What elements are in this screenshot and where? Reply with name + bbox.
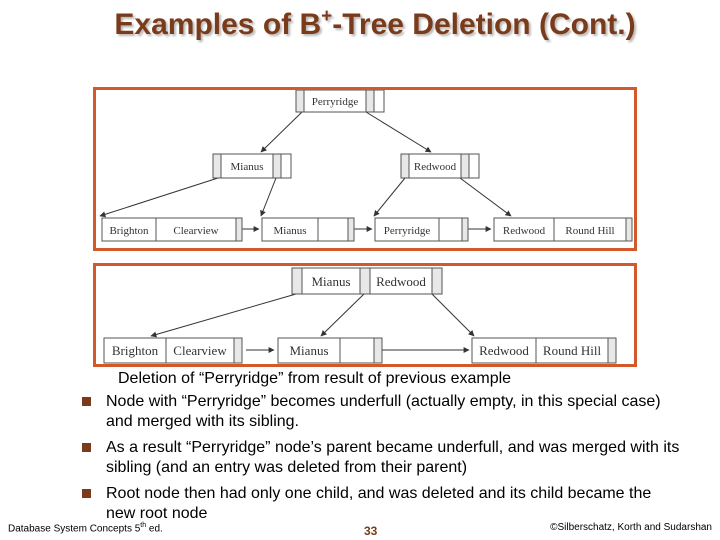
title-prefix: Examples of B — [114, 8, 322, 41]
leaf-node — [262, 218, 354, 241]
leaf-4-key-2: Round Hill — [565, 225, 615, 237]
root-node — [296, 90, 384, 112]
internal-right-key-1: Redwood — [413, 161, 457, 173]
edge-mianus-mianus — [261, 178, 276, 216]
leaf-node — [102, 218, 242, 241]
root-key-1: Perryridge — [311, 96, 359, 108]
footer-book-prefix: Database System Concepts 5 — [8, 523, 141, 535]
page-number: 33 — [364, 524, 378, 538]
leaf-2-key-1: Mianus — [273, 225, 307, 237]
bullet-list — [82, 392, 682, 530]
edge-mianus-brighton — [100, 178, 218, 216]
leaf-node — [375, 218, 468, 241]
footer-book-suffix: ed. — [146, 523, 163, 535]
edge-root-right — [366, 112, 431, 152]
square-bullet-icon — [82, 397, 91, 406]
tree-before-diagram — [96, 90, 634, 248]
leaf-3-key-1: Perryridge — [383, 225, 431, 237]
edge-root-redwood — [432, 294, 474, 336]
bullet-item — [82, 484, 682, 524]
bullet-item — [82, 392, 682, 432]
bullet-item — [82, 438, 682, 478]
internal-node-right — [401, 154, 479, 178]
internal-left-key-1: Mianus — [230, 161, 264, 173]
tree-before-panel — [93, 87, 637, 251]
leaf-3-key-1: Redwood — [479, 343, 529, 358]
title-suffix: -Tree Deletion (Cont.) — [332, 8, 636, 41]
leaf-2-key-1: Mianus — [289, 343, 329, 358]
leaf-node — [278, 338, 382, 363]
root-key-2: Redwood — [376, 274, 426, 289]
square-bullet-icon — [82, 443, 91, 452]
leaf-1-key-1: Brighton — [109, 225, 149, 237]
leaf-1-key-1: Brighton — [111, 343, 159, 358]
leaf-4-key-1: Redwood — [502, 225, 546, 237]
leaf-node — [104, 338, 242, 363]
square-bullet-icon — [82, 489, 91, 498]
edge-root-mianus — [321, 294, 364, 336]
diagram-caption: Deletion of “Perryridge” from result of previous example — [118, 370, 512, 387]
footer-edition-sup: th — [140, 522, 147, 529]
tree-after-panel — [93, 263, 637, 367]
title-superscript: + — [321, 6, 333, 27]
edge-redwood-roundhill — [460, 178, 511, 216]
slide-title — [0, 6, 720, 42]
bullet-text: Node with “Perryridge” becomes underfull (actually empty, in this special case) and merged with its sibling. — [106, 393, 661, 430]
leaf-node — [494, 218, 632, 241]
leaf-node — [472, 338, 616, 363]
leaf-1-key-2: Clearview — [173, 225, 219, 237]
leaf-3-key-2: Round Hill — [542, 343, 602, 358]
footer-copyright: ©Silberschatz, Korth and Sudarshan — [550, 522, 712, 533]
leaf-1-key-2: Clearview — [173, 343, 227, 358]
tree-after-diagram — [96, 266, 634, 364]
edge-redwood-perryridge — [374, 178, 405, 216]
root-key-1: Mianus — [311, 274, 351, 289]
bullet-text: Root node then had only one child, and was deleted and its child became the new root node — [106, 485, 652, 522]
internal-node-left — [213, 154, 291, 178]
edge-root-left — [261, 112, 302, 152]
edge-root-brighton — [151, 294, 296, 336]
bullet-text: As a result “Perryridge” node’s parent became underfull, and was merged with its sibling (and an entry was deleted from their parent) — [106, 439, 680, 476]
footer-book-title — [8, 522, 163, 534]
root-node — [292, 268, 442, 294]
